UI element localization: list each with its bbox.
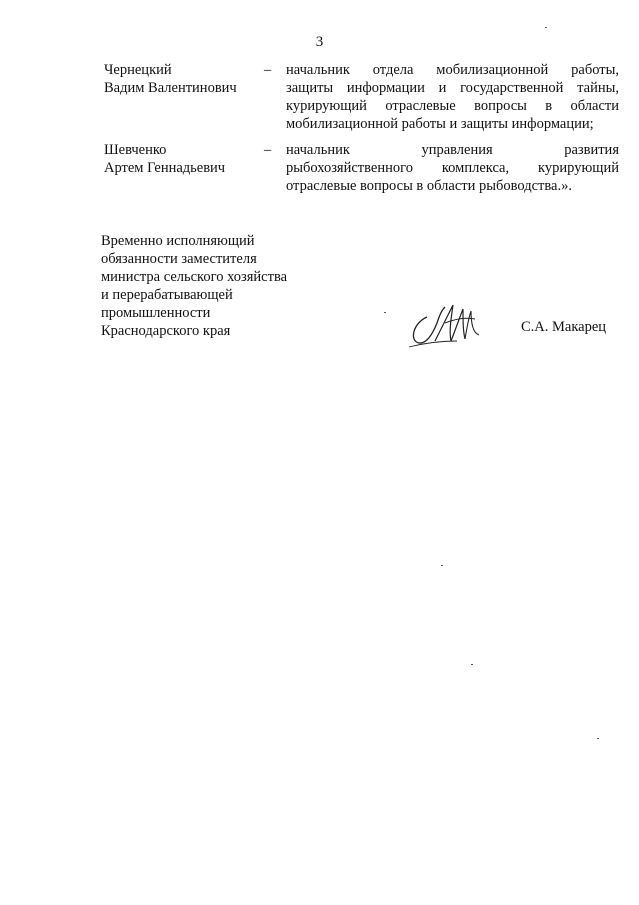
signatory-title-line: министра сельского хозяйства — [101, 269, 288, 285]
scan-speck — [545, 27, 547, 28]
entry-description-line: рыбохозяйственного комплекса, курирующий — [286, 160, 619, 176]
entry-description-line: отраслевые вопросы в области рыбоводства.». — [286, 178, 572, 194]
entry-name-line: Вадим Валентинович — [104, 80, 237, 96]
signatory-title-line: обязанности заместителя — [101, 251, 257, 267]
entry-person-name — [104, 61, 237, 97]
handwritten-signature — [405, 297, 485, 355]
entry-name-line: Чернецкий — [104, 62, 172, 78]
page-number: 3 — [315, 34, 324, 50]
signatory-title — [101, 232, 287, 340]
signer-name: С.А. Макарец — [521, 319, 607, 335]
scan-speck — [597, 738, 599, 739]
scan-speck — [441, 565, 443, 566]
entry-description — [286, 61, 619, 133]
signatory-title-line: промышленности — [101, 305, 211, 321]
entry-person-name — [104, 141, 225, 177]
entry-name-line: Шевченко — [104, 142, 167, 158]
entry-description-line: мобилизационной работы и защиты информации; — [286, 116, 594, 132]
signatory-title-line: Краснодарского края — [101, 323, 231, 339]
entry-dash: – — [264, 62, 272, 78]
entry-description-line: начальник отдела мобилизационной работы, — [286, 62, 619, 78]
entry-dash: – — [264, 142, 272, 158]
entry-description — [286, 141, 619, 195]
entry-description-line: курирующий отраслевые вопросы в области — [286, 98, 619, 114]
scan-speck — [471, 664, 473, 665]
scan-speck — [384, 312, 386, 313]
entry-name-line: Артем Геннадьевич — [104, 160, 226, 176]
signatory-title-line: и перерабатывающей — [101, 287, 233, 303]
signatory-title-line: Временно исполняющий — [101, 233, 255, 249]
entry-description-line: начальник управления развития — [286, 142, 619, 158]
entry-description-line: защиты информации и государственной тайны, — [286, 80, 619, 96]
